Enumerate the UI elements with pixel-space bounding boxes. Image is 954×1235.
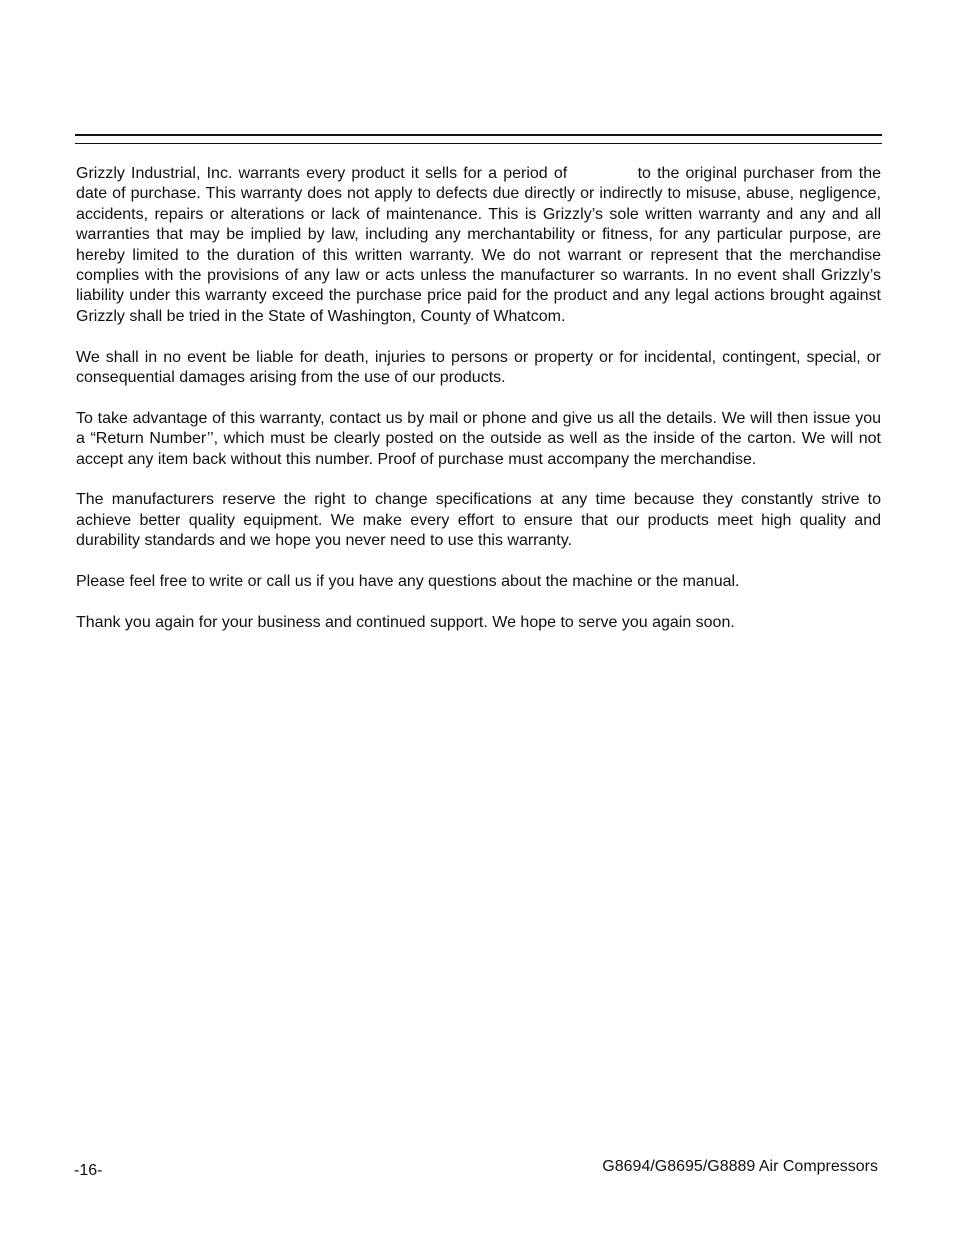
manual-title: G8694/G8695/G8889 Air Compressors [602,1158,878,1175]
page-number: -16- [74,1162,103,1179]
warranty-text-after-period: to the original purchaser from the date of purchase. This warranty does not apply to defects due directly or indirectly to misuse, abuse, negligence, accidents, repairs or alterations or lack of maintenance. This is Grizzly’s sole written warranty and any and all warranties that may be implied by law, including any merchantability or fitness, for any particular purpose, are hereby limited to the duration of this written warranty. We do not warrant or represent that the merchandise complies with the provisions of any law or acts unless the manufacturer so warrants. In no event shall Grizzly’s liability under this warranty exceed the purchase price paid for the product and any legal actions brought against Grizzly shall be tried in the State of Washington, County of Whatcom. [76,165,882,325]
warranty-paragraph-period [76,164,881,327]
warranty-paragraph-questions: Please feel free to write or call us if you have any questions about the machine or the manual. [76,573,740,591]
warranty-paragraph-liability: We shall in no event be liable for death, injuries to persons or property or for incidental, contingent, special, or consequential damages arising from the use of our products. [76,348,881,387]
header-rule-thin [75,143,882,144]
warranty-paragraph-specifications: The manufacturers reserve the right to change specifications at any time because they constantly strive to achieve better quality equipment. We make every effort to ensure that our products meet high quality and durability standards and we hope you never need to use this warranty. [76,491,881,550]
warranty-body [76,164,881,633]
warranty-paragraph-return: To take advantage of this warranty, contact us by mail or phone and give us all the details. We will then issue you a “Return Number’’, which must be clearly posted on the outside as well as the inside of the carton. We will not accept any item back without this number. Proof of purchase must accompany the merchandise. [76,409,881,468]
warranty-text-before-period: Grizzly Industrial, Inc. warrants every product it sells for a period of [76,165,568,182]
warranty-paragraph-thanks: Thank you again for your business and continued support. We hope to serve you again soon. [76,613,735,631]
header-rule-thick [75,134,882,136]
